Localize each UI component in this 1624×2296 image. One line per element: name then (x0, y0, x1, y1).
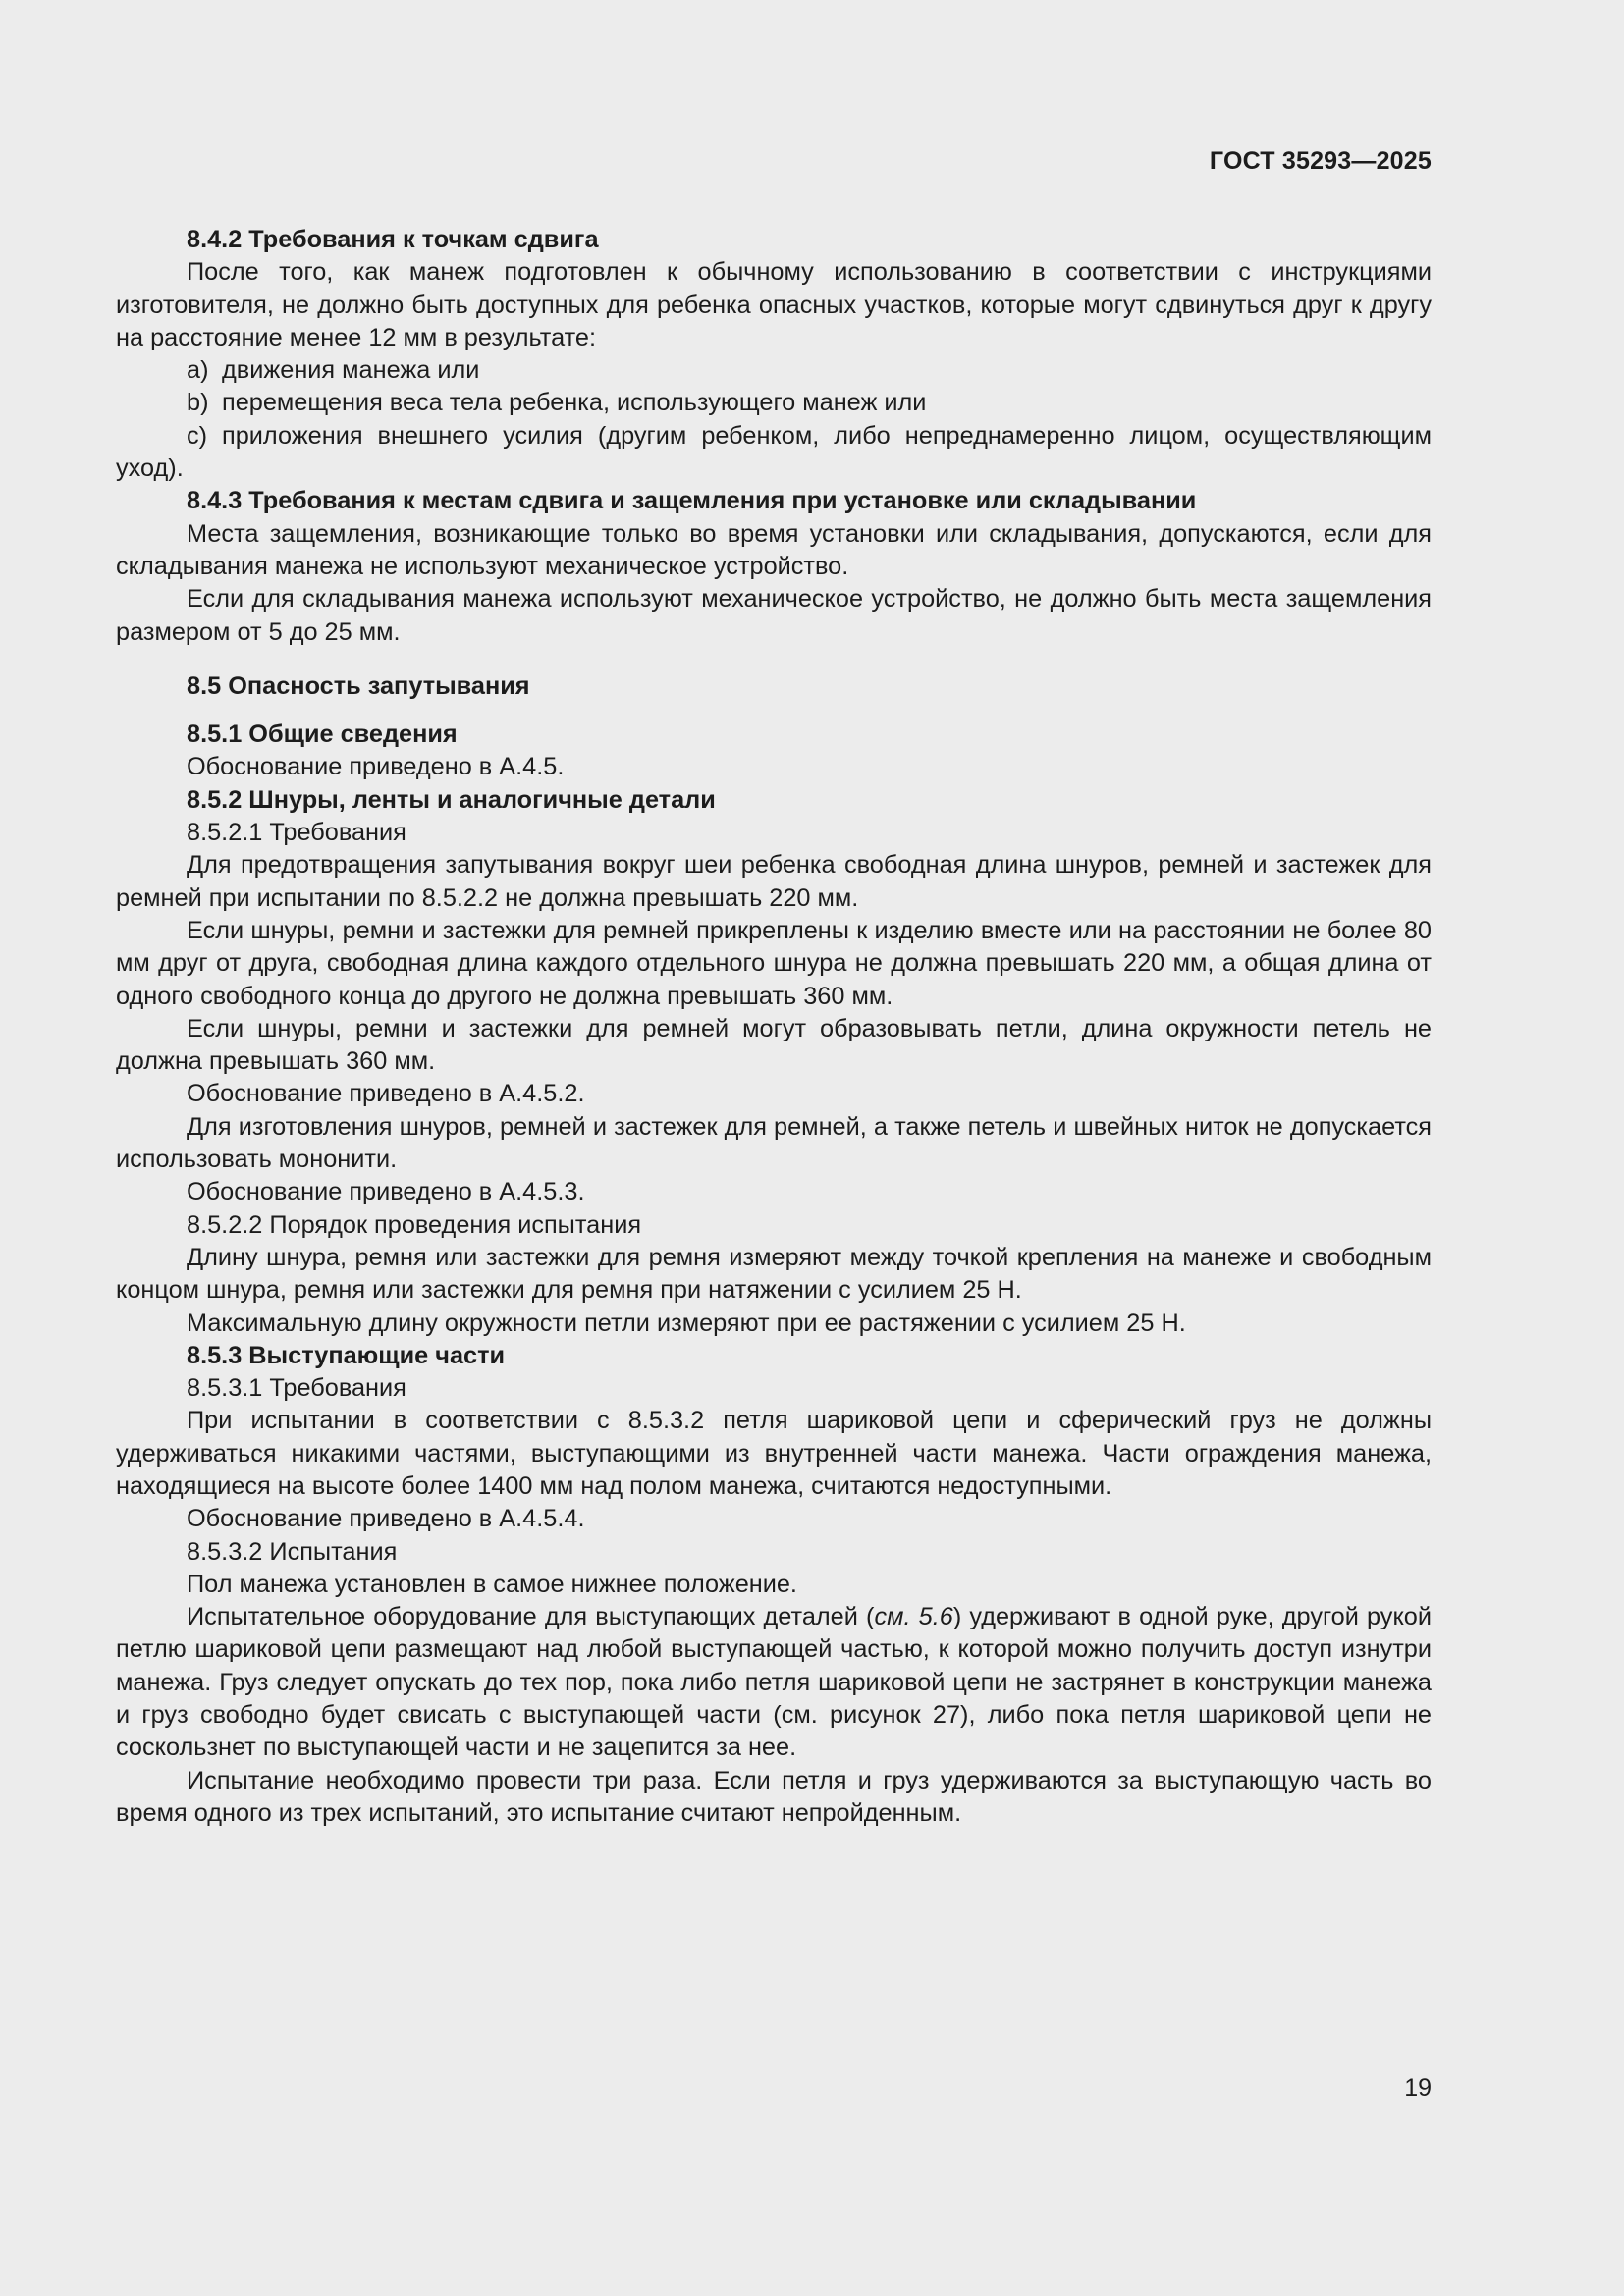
heading-8-4-2: 8.4.2 Требования к точкам сдвига (187, 226, 599, 253)
paragraph: Испытание необходимо провести три раза. Если петля и груз удерживаются за выступающую часть во время одного из трех испытаний, это испытание считают непройденным. (116, 1766, 1432, 1827)
list-marker: c) (187, 421, 208, 450)
paragraph: Обоснование приведено в А.4.5.2. (187, 1080, 585, 1108)
list-item-c (116, 420, 1432, 486)
heading-8-5-3: 8.5.3 Выступающие части (187, 1341, 506, 1369)
paragraph: Если для складывания манежа используют механическое устройство, не должно быть места защемления размером от 5 до 25 мм. (116, 585, 1432, 646)
document-body (116, 224, 1432, 1830)
list-item-text: перемещения веса тела ребенка, использующего манеж или (222, 389, 927, 417)
subheading-8-5-2-2: 8.5.2.2 Порядок проведения испытания (187, 1210, 642, 1239)
subheading-8-5-2-1: 8.5.2.1 Требования (187, 819, 406, 847)
heading-8-4-3: 8.4.3 Требования к местам сдвига и защемления при установке или складывании (187, 487, 1197, 515)
paragraph-text: ) удерживают в одной руке, другой рукой петлю шариковой цепи размещают над любой выступающей частью, к которой можно получить доступ изнутри манежа. Груз следует опускать до тех пор, пока либо петля шариковой цепи не застрянет в конструкции манежа и груз свободно будет свисать с выступающей части (см. рисунок 27), либо пока петля шариковой цепи не соскользнет по выступающей части и не зацепится за нее. (116, 1603, 1433, 1762)
list-item-text: движения манежа или (222, 356, 480, 385)
paragraph: Обоснование приведено в А.4.5.3. (187, 1178, 585, 1206)
subheading-8-5-3-2: 8.5.3.2 Испытания (187, 1537, 398, 1566)
paragraph (116, 1601, 1432, 1764)
paragraph: Максимальную длину окружности петли измеряют при ее растяжении с усилием 25 Н. (187, 1308, 1186, 1337)
cross-reference: см. 5.6 (874, 1603, 953, 1631)
list-item-text: приложения внешнего усилия (другим ребенком, либо непреднамеренно лицом, осуществляющим уход). (116, 421, 1432, 483)
list-marker: a) (187, 356, 209, 385)
paragraph: Для изготовления шнуров, ремней и застежек для ремней, а также петель и швейных ниток не допускается использовать мононити. (116, 1112, 1432, 1174)
list-item-b (116, 387, 1432, 419)
document-header: ГОСТ 35293—2025 (1209, 147, 1432, 175)
paragraph: При испытании в соответствии с 8.5.3.2 петля шариковой цепи и сферический груз не должны удерживаться никакими частями, выступающими из внутренней части манежа. Части ограждения манежа, находящиеся на высоте более 1400 мм над полом манежа, считаются недоступными. (116, 1407, 1432, 1500)
document-page (116, 0, 1432, 2296)
paragraph: Для предотвращения запутывания вокруг шеи ребенка свободная длина шнуров, ремней и застежек для ремней при испытании по 8.5.2.2 не должна превышать 220 мм. (116, 851, 1432, 912)
paragraph: Если шнуры, ремни и застежки для ремней могут образовывать петли, длина окружности петель не должна превышать 360 мм. (116, 1014, 1432, 1076)
paragraph: После того, как манеж подготовлен к обычному использованию в соответствии с инструкциями изготовителя, не должно быть доступных для ребенка опасных участков, которые могут сдвинуться друг к другу на расстояние менее 12 мм в результате: (116, 258, 1432, 351)
heading-8-5: 8.5 Опасность запутывания (187, 671, 530, 700)
list-marker: b) (187, 389, 209, 417)
paragraph: Если шнуры, ремни и застежки для ремней прикреплены к изделию вместе или на расстоянии не более 80 мм друг от друга, свободная длина каждого отдельного шнура не должна превышать 220 мм, а общая длина от одного свободного конца до другого не должна превышать 360 мм. (116, 916, 1432, 1010)
paragraph: Пол манежа установлен в самое нижнее положение. (187, 1570, 797, 1598)
subheading-8-5-3-1: 8.5.3.1 Требования (187, 1374, 406, 1403)
paragraph-text: Испытательное оборудование для выступающих деталей ( (187, 1603, 875, 1631)
heading-8-5-2: 8.5.2 Шнуры, ленты и аналогичные детали (187, 785, 716, 814)
paragraph: Обоснование приведено в А.4.5.4. (187, 1505, 585, 1533)
paragraph: Обоснование приведено в А.4.5. (187, 753, 565, 781)
page-number: 19 (1404, 2074, 1432, 2102)
list-item-a (116, 354, 1432, 387)
heading-8-5-1: 8.5.1 Общие сведения (187, 721, 458, 749)
paragraph: Длину шнура, ремня или застежки для ремня измеряют между точкой крепления на манеже и свободным концом шнура, ремня или застежки для ремня при натяжении с усилием 25 Н. (116, 1243, 1432, 1305)
paragraph: Места защемления, возникающие только во время установки или складывания, допускаются, если для складывания манежа не используют механическое устройство. (116, 519, 1432, 580)
